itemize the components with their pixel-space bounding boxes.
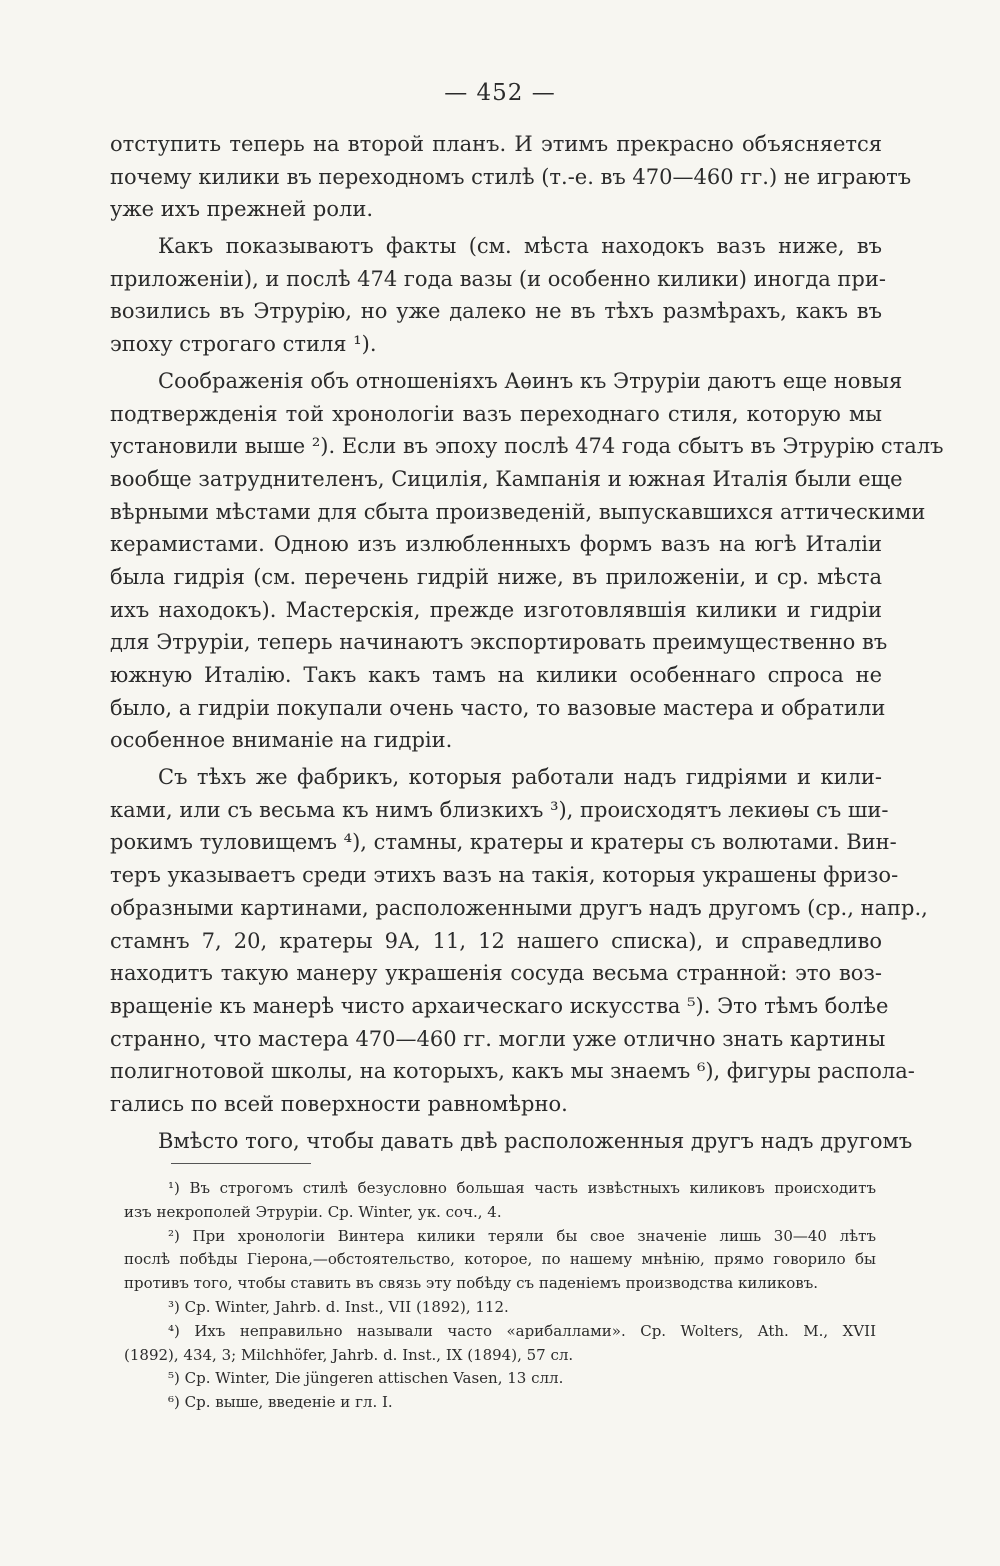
text-line: для Этруріи, теперь начинаютъ экспортировать преимущественно въ bbox=[110, 630, 888, 655]
footnote-line: противъ того, чтобы ставить въ связь эту побѣду съ паденіемъ производства киликовъ. bbox=[124, 1274, 818, 1293]
footnote-line: ⁶) Ср. выше, введеніе и гл. I. bbox=[168, 1393, 393, 1412]
text-line: отступить теперь на второй планъ. И этимъ прекрасно объясняется bbox=[110, 132, 882, 156]
footnote-line: (1892), 434, 3; Milchhöfer, Jahrb. d. Inst., IX (1894), 57 сл. bbox=[124, 1345, 574, 1364]
text-line: теръ указываетъ среди этихъ вазъ на такія, которыя украшены фризо- bbox=[110, 863, 899, 888]
text-line: было, а гидріи покупали очень часто, то вазовые мастера и обратили bbox=[110, 695, 886, 720]
text-line: приложеніи), и послѣ 474 года вазы (и особенно килики) иногда при- bbox=[110, 266, 886, 291]
page-number: — 452 — bbox=[444, 80, 556, 106]
text-line: южную Италію. Такъ какъ тамъ на килики особеннаго спроса не bbox=[110, 663, 882, 687]
text-line: вообще затруднителенъ, Сицилія, Кампанія и южная Италія были еще bbox=[110, 466, 903, 491]
text-line: уже ихъ прежней роли. bbox=[110, 197, 374, 222]
text-line: полигнотовой школы, на которыхъ, какъ мы знаемъ ⁶), фигуры распола- bbox=[110, 1059, 915, 1084]
text-line: вѣрными мѣстами для сбыта произведеній, выпускавшихся аттическими bbox=[110, 499, 926, 524]
text-line: Соображенія объ отношеніяхъ Аѳинъ къ Этруріи даютъ еще новыя bbox=[158, 368, 903, 393]
text-line: ихъ находокъ). Мастерскія, прежде изготовлявшія килики и гидріи bbox=[110, 597, 882, 622]
text-line: эпоху строгаго стиля ¹). bbox=[110, 332, 377, 357]
text-line: Какъ показываютъ факты (см. мѣста находокъ вазъ ниже, въ bbox=[158, 234, 882, 259]
text-line: подтвержденія той хронологіи вазъ переходнаго стиля, которую мы bbox=[110, 401, 882, 426]
text-line: ками, или съ весьма къ нимъ близкихъ ³), происходятъ лекиѳы съ ши- bbox=[110, 797, 889, 822]
text-line: особенное вниманіе на гидріи. bbox=[110, 728, 453, 753]
footnote-line: ¹) Въ строгомъ стилѣ безусловно большая часть извѣстныхъ киликовъ происходитъ bbox=[168, 1179, 876, 1197]
text-line: находитъ такую манеру украшенія сосуда весьма странной: это воз- bbox=[110, 961, 882, 986]
text-line: Съ тѣхъ же фабрикъ, которыя работали надъ гидріями и кили- bbox=[158, 765, 882, 790]
footnote-line: ³) Ср. Winter, Jahrb. d. Inst., VII (1892), 112. bbox=[168, 1297, 509, 1316]
footnotes bbox=[124, 1177, 876, 1415]
text-line: Вмѣсто того, чтобы давать двѣ расположенныя другъ надъ другомъ bbox=[158, 1128, 913, 1153]
text-line: почему килики въ переходномъ стилѣ (т.-е. въ 470—460 гг.) не играютъ bbox=[110, 164, 912, 189]
footnote-line: ⁴) Ихъ неправильно называли часто «арибаллами». Ср. Wolters, Ath. M., XVII bbox=[168, 1321, 876, 1340]
footnote-divider bbox=[171, 1163, 311, 1164]
main-text bbox=[110, 128, 944, 1157]
footnote-line: ⁵) Ср. Winter, Die jüngeren attischen Vasen, 13 слл. bbox=[168, 1369, 564, 1388]
text-line: образными картинами, расположенными другъ надъ другомъ (ср., напр., bbox=[110, 895, 928, 920]
footnote-line: изъ некрополей Этруріи. Ср. Winter, ук. соч., 4. bbox=[124, 1202, 502, 1221]
text-line: керамистами. Одною изъ излюбленныхъ формъ вазъ на югѣ Италіи bbox=[110, 532, 882, 557]
text-line: странно, что мастера 470—460 гг. могли уже отлично знать картины bbox=[110, 1026, 886, 1051]
text-line: была гидрія (см. перечень гидрій ниже, въ приложеніи, и ср. мѣста bbox=[110, 564, 882, 589]
text-line: вращеніе къ манерѣ чисто архаическаго искусства ⁵). Это тѣмъ болѣе bbox=[110, 993, 889, 1018]
text-line: установили выше ²). Если въ эпоху послѣ 474 года сбытъ въ Этрурію сталъ bbox=[110, 434, 944, 459]
footnote-line: послѣ побѣды Гіерона,—обстоятельство, которое, по нашему мнѣнію, прямо говорило бы bbox=[124, 1250, 876, 1269]
text-line: стамнъ 7, 20, кратеры 9А, 11, 12 нашего списка), и справедливо bbox=[110, 928, 882, 953]
footnote-line: ²) При хронологіи Винтера килики теряли бы свое значеніе лишь 30—40 лѣтъ bbox=[168, 1226, 876, 1245]
text-line: рокимъ туловищемъ ⁴), стамны, кратеры и кратеры съ волютами. Вин- bbox=[110, 830, 897, 855]
text-line: гались по всей поверхности равномѣрно. bbox=[110, 1091, 568, 1116]
text-line: возились въ Этрурію, но уже далеко не въ тѣхъ размѣрахъ, какъ въ bbox=[110, 299, 882, 324]
